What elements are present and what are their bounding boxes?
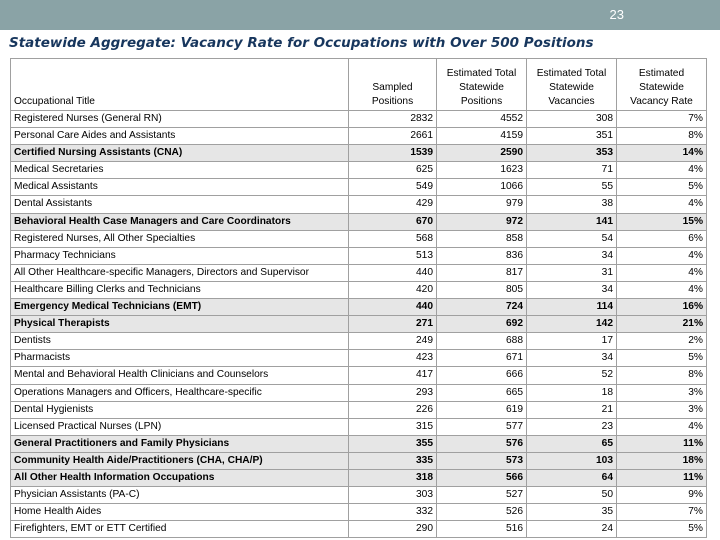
total-vacancies-cell: 52 <box>527 367 617 384</box>
table-row <box>11 333 707 350</box>
total-positions-cell: 665 <box>437 384 527 401</box>
occupation-title-cell: Dental Assistants <box>11 196 349 213</box>
table-row <box>11 418 707 435</box>
sampled-positions-cell: 420 <box>349 281 437 298</box>
total-vacancies-cell: 21 <box>527 401 617 418</box>
sampled-positions-cell: 318 <box>349 469 437 486</box>
vacancy-rate-cell: 8% <box>617 367 707 384</box>
vacancy-rate-cell: 4% <box>617 418 707 435</box>
occupation-title-cell: Home Health Aides <box>11 504 349 521</box>
occupation-title-cell: Pharmacy Technicians <box>11 247 349 264</box>
column-header-sampled-positions: Sampled Positions <box>349 59 437 111</box>
occupation-title-cell: General Practitioners and Family Physicians <box>11 435 349 452</box>
occupation-title-cell: Dental Hygienists <box>11 401 349 418</box>
total-vacancies-cell: 23 <box>527 418 617 435</box>
occupation-title-cell: Physician Assistants (PA-C) <box>11 487 349 504</box>
vacancy-rate-cell: 7% <box>617 111 707 128</box>
total-vacancies-cell: 50 <box>527 487 617 504</box>
occupation-title-cell: Healthcare Billing Clerks and Technicians <box>11 281 349 298</box>
vacancy-rate-cell: 5% <box>617 179 707 196</box>
vacancy-rate-cell: 4% <box>617 264 707 281</box>
occupation-title-cell: Registered Nurses (General RN) <box>11 111 349 128</box>
column-header-vacancy-rate: Estimated Statewide Vacancy Rate <box>617 59 707 111</box>
total-vacancies-cell: 114 <box>527 299 617 316</box>
sampled-positions-cell: 290 <box>349 521 437 538</box>
sampled-positions-cell: 440 <box>349 264 437 281</box>
vacancy-rate-cell: 15% <box>617 213 707 230</box>
sampled-positions-cell: 249 <box>349 333 437 350</box>
total-positions-cell: 979 <box>437 196 527 213</box>
sampled-positions-cell: 549 <box>349 179 437 196</box>
total-positions-cell: 858 <box>437 230 527 247</box>
vacancy-rate-cell: 3% <box>617 384 707 401</box>
occupation-title-cell: Firefighters, EMT or ETT Certified <box>11 521 349 538</box>
column-header-total-vacancies: Estimated Total Statewide Vacancies <box>527 59 617 111</box>
table-row <box>11 213 707 230</box>
total-positions-cell: 526 <box>437 504 527 521</box>
vacancy-rate-cell: 11% <box>617 469 707 486</box>
sampled-positions-cell: 625 <box>349 162 437 179</box>
header-bar <box>0 0 720 30</box>
table-header-row <box>11 59 707 111</box>
sampled-positions-cell: 423 <box>349 350 437 367</box>
table-row <box>11 401 707 418</box>
total-positions-cell: 516 <box>437 521 527 538</box>
vacancy-rate-cell: 3% <box>617 401 707 418</box>
total-vacancies-cell: 71 <box>527 162 617 179</box>
occupation-title-cell: Physical Therapists <box>11 316 349 333</box>
total-positions-cell: 566 <box>437 469 527 486</box>
occupation-title-cell: Mental and Behavioral Health Clinicians and Counselors <box>11 367 349 384</box>
sampled-positions-cell: 293 <box>349 384 437 401</box>
vacancy-rate-cell: 4% <box>617 162 707 179</box>
total-vacancies-cell: 38 <box>527 196 617 213</box>
table-row <box>11 247 707 264</box>
total-vacancies-cell: 34 <box>527 281 617 298</box>
occupation-title-cell: Emergency Medical Technicians (EMT) <box>11 299 349 316</box>
vacancy-rate-cell: 4% <box>617 196 707 213</box>
table-row <box>11 264 707 281</box>
table-row <box>11 196 707 213</box>
occupation-title-cell: Behavioral Health Case Managers and Care Coordinators <box>11 213 349 230</box>
occupation-title-cell: Medical Assistants <box>11 179 349 196</box>
sampled-positions-cell: 315 <box>349 418 437 435</box>
total-vacancies-cell: 141 <box>527 213 617 230</box>
table-row <box>11 504 707 521</box>
sampled-positions-cell: 670 <box>349 213 437 230</box>
total-positions-cell: 577 <box>437 418 527 435</box>
total-positions-cell: 666 <box>437 367 527 384</box>
total-positions-cell: 573 <box>437 452 527 469</box>
total-positions-cell: 2590 <box>437 145 527 162</box>
vacancy-rate-cell: 8% <box>617 128 707 145</box>
occupation-title-cell: Personal Care Aides and Assistants <box>11 128 349 145</box>
total-vacancies-cell: 65 <box>527 435 617 452</box>
table-row <box>11 111 707 128</box>
total-positions-cell: 692 <box>437 316 527 333</box>
table-row <box>11 299 707 316</box>
total-vacancies-cell: 34 <box>527 350 617 367</box>
total-vacancies-cell: 55 <box>527 179 617 196</box>
total-positions-cell: 527 <box>437 487 527 504</box>
vacancy-rate-cell: 4% <box>617 281 707 298</box>
table-row <box>11 162 707 179</box>
occupation-title-cell: Medical Secretaries <box>11 162 349 179</box>
total-vacancies-cell: 64 <box>527 469 617 486</box>
total-positions-cell: 671 <box>437 350 527 367</box>
total-positions-cell: 972 <box>437 213 527 230</box>
sampled-positions-cell: 513 <box>349 247 437 264</box>
total-positions-cell: 836 <box>437 247 527 264</box>
total-vacancies-cell: 103 <box>527 452 617 469</box>
total-positions-cell: 4159 <box>437 128 527 145</box>
table-row <box>11 469 707 486</box>
sampled-positions-cell: 271 <box>349 316 437 333</box>
table-row <box>11 281 707 298</box>
occupation-title-cell: Licensed Practical Nurses (LPN) <box>11 418 349 435</box>
table-row <box>11 452 707 469</box>
sampled-positions-cell: 2832 <box>349 111 437 128</box>
sampled-positions-cell: 226 <box>349 401 437 418</box>
sampled-positions-cell: 355 <box>349 435 437 452</box>
sampled-positions-cell: 440 <box>349 299 437 316</box>
table-body <box>11 111 707 538</box>
sampled-positions-cell: 568 <box>349 230 437 247</box>
occupation-title-cell: Certified Nursing Assistants (CNA) <box>11 145 349 162</box>
occupation-title-cell: Operations Managers and Officers, Healthcare-specific <box>11 384 349 401</box>
occupation-title-cell: Community Health Aide/Practitioners (CHA, CHA/P) <box>11 452 349 469</box>
total-positions-cell: 1623 <box>437 162 527 179</box>
table-row <box>11 128 707 145</box>
total-positions-cell: 688 <box>437 333 527 350</box>
occupation-title-cell: Dentists <box>11 333 349 350</box>
total-positions-cell: 576 <box>437 435 527 452</box>
page-number: 23 <box>609 7 624 22</box>
vacancy-rate-cell: 9% <box>617 487 707 504</box>
vacancy-rate-cell: 11% <box>617 435 707 452</box>
column-header-occupational-title: Occupational Title <box>11 59 349 111</box>
total-positions-cell: 1066 <box>437 179 527 196</box>
vacancy-rate-cell: 5% <box>617 521 707 538</box>
sampled-positions-cell: 332 <box>349 504 437 521</box>
total-positions-cell: 724 <box>437 299 527 316</box>
vacancy-rate-cell: 21% <box>617 316 707 333</box>
total-vacancies-cell: 24 <box>527 521 617 538</box>
total-positions-cell: 817 <box>437 264 527 281</box>
table-row <box>11 145 707 162</box>
table-row <box>11 367 707 384</box>
table-row <box>11 384 707 401</box>
sampled-positions-cell: 303 <box>349 487 437 504</box>
vacancy-rate-cell: 16% <box>617 299 707 316</box>
total-vacancies-cell: 35 <box>527 504 617 521</box>
vacancy-rate-cell: 14% <box>617 145 707 162</box>
vacancy-rate-cell: 4% <box>617 247 707 264</box>
total-vacancies-cell: 54 <box>527 230 617 247</box>
occupation-title-cell: All Other Health Information Occupations <box>11 469 349 486</box>
total-vacancies-cell: 308 <box>527 111 617 128</box>
sampled-positions-cell: 335 <box>349 452 437 469</box>
total-positions-cell: 805 <box>437 281 527 298</box>
sampled-positions-cell: 2661 <box>349 128 437 145</box>
vacancy-rate-cell: 2% <box>617 333 707 350</box>
table-row <box>11 230 707 247</box>
table-row <box>11 316 707 333</box>
table-row <box>11 521 707 538</box>
table-row <box>11 350 707 367</box>
occupation-title-cell: All Other Healthcare-specific Managers, Directors and Supervisor <box>11 264 349 281</box>
occupation-title-cell: Registered Nurses, All Other Specialties <box>11 230 349 247</box>
total-vacancies-cell: 17 <box>527 333 617 350</box>
total-positions-cell: 4552 <box>437 111 527 128</box>
total-vacancies-cell: 142 <box>527 316 617 333</box>
total-vacancies-cell: 18 <box>527 384 617 401</box>
vacancy-rate-cell: 6% <box>617 230 707 247</box>
sampled-positions-cell: 417 <box>349 367 437 384</box>
total-vacancies-cell: 353 <box>527 145 617 162</box>
sampled-positions-cell: 429 <box>349 196 437 213</box>
total-positions-cell: 619 <box>437 401 527 418</box>
sampled-positions-cell: 1539 <box>349 145 437 162</box>
column-header-total-positions: Estimated Total Statewide Positions <box>437 59 527 111</box>
table-row <box>11 435 707 452</box>
vacancy-rate-cell: 7% <box>617 504 707 521</box>
occupation-title-cell: Pharmacists <box>11 350 349 367</box>
total-vacancies-cell: 31 <box>527 264 617 281</box>
page-title: Statewide Aggregate: Vacancy Rate for Occupations with Over 500 Positions <box>9 35 594 51</box>
table-row <box>11 487 707 504</box>
vacancy-table <box>10 58 707 538</box>
total-vacancies-cell: 34 <box>527 247 617 264</box>
vacancy-rate-cell: 18% <box>617 452 707 469</box>
total-vacancies-cell: 351 <box>527 128 617 145</box>
vacancy-rate-cell: 5% <box>617 350 707 367</box>
table-row <box>11 179 707 196</box>
